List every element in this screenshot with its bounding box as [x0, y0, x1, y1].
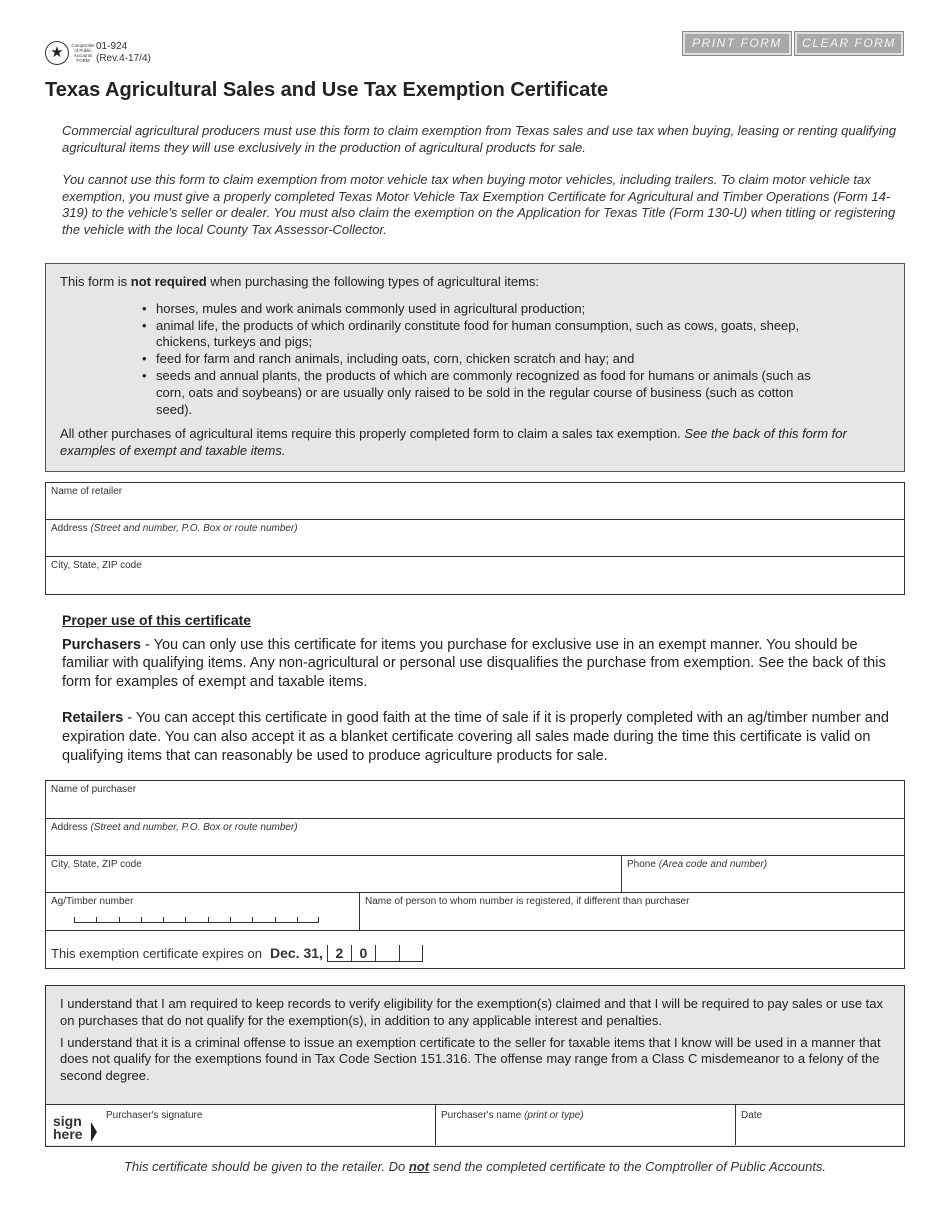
not-required-lead: This form is not required when purchasing the following types of agricultural items: [60, 274, 540, 289]
exempt-items-list [142, 301, 822, 419]
ag-timber-number-field[interactable]: Ag/Timber number [46, 893, 359, 930]
registered-name-field[interactable]: Name of person to whom number is registered, if different than purchaser [359, 893, 904, 930]
sign-here-marker: sign here [53, 1113, 83, 1142]
list-item: • feed for farm and ranch animals, including oats, corn, chicken scratch and hay; and [142, 351, 822, 368]
form-id: 01-924 [96, 41, 128, 52]
purchaser-city-field[interactable]: City, State, ZIP code [51, 859, 142, 870]
page-title: Texas Agricultural Sales and Use Tax Exemption Certificate [45, 79, 609, 101]
retailer-name-field[interactable]: Name of retailer [51, 486, 123, 497]
retailer-address-field[interactable]: Address (Street and number, P.O. Box or route number) [51, 523, 298, 534]
proper-use-section [62, 611, 902, 765]
list-item: • seeds and annual plants, the products of which are commonly recognized as food for humans or animals (such as corn, oats and soybeans) or are usually only raised to be sold in the regular course of business (such as cotton seed). [142, 368, 822, 418]
not-required-box [45, 263, 905, 472]
agency-name: Comptroller of Public Accounts FORM [71, 43, 95, 63]
footer-note: This certificate should be given to the retailer. Do not send the completed certificate to the Comptroller of Public Accounts. [123, 1159, 827, 1174]
expiration-field [46, 931, 904, 968]
signature-field[interactable]: sign here Purchaser's signature [53, 1110, 203, 1142]
declaration-paragraph: I understand that I am required to keep records to verify eligibility for the exemption(s) claimed and that I will be required to pay sales or use tax on purchases that do not qualify for the exemption(s), in addition to any applicable interest and penalties. [60, 996, 884, 1028]
proper-use-title: Proper use of this certificate [62, 612, 252, 628]
expires-date: Dec. 31, [269, 945, 323, 961]
purchasers-paragraph: Purchasers - You can only use this certificate for items you purchase for exclusive use in an exempt manner. You should be familiar with qualifying items. Any non-agricultural or personal use disqualifies the purchase from exemption. See the back of this form for examples of exempt and taxable items. [62, 636, 886, 690]
intro-paragraph: Commercial agricultural producers must use this form to claim exemption from Texas sales and use tax when buying, leasing or renting qualifying agricultural items they will use exclusively in the production of agricultural products for sale. [62, 123, 897, 155]
retailers-paragraph: Retailers - You can accept this certificate in good faith at the time of sale if it is properly completed with an ag/timber number and expiration date. You can also accept it as a blanket certificate covering all sales made during the time this certificate is valid on qualifying items that can reasonably be used to produce agriculture products for sale. [62, 710, 889, 764]
expires-label: This exemption certificate expires on [51, 946, 262, 961]
date-field[interactable]: Date [735, 1105, 904, 1145]
retailer-fields [45, 482, 905, 595]
clear-form-button[interactable]: CLEAR FORM [795, 32, 903, 55]
arrow-right-icon [91, 1122, 97, 1142]
purchaser-name-field[interactable]: Name of purchaser [51, 784, 137, 795]
purchaser-printed-name-field[interactable]: Purchaser's name (print or type) [435, 1105, 735, 1145]
list-item: • horses, mules and work animals commonly used in agricultural production; [142, 301, 822, 318]
print-form-button[interactable]: PRINT FORM [683, 32, 791, 55]
year-input[interactable]: 2 0 [327, 945, 423, 962]
declaration-box [45, 985, 905, 1147]
intro-paragraph: You cannot use this form to claim exemption from motor vehicle tax when buying motor vehicles, including trailers. To claim motor vehicle tax exemption, you must give a properly completed Texas Motor Vehicle Tax Exemption Certificate for Agricultural and Timber Operations (Form 14-319) to the vehicle’s seller or dealer. You must also claim the exemption on the Application for Texas Title (Form 130-U) when titling or registering the vehicle with the local County Tax Assessor-Collector. [62, 172, 896, 237]
purchaser-fields [45, 780, 905, 969]
purchaser-phone-field[interactable]: Phone (Area code and number) [621, 856, 904, 892]
declaration-paragraph: I understand that it is a criminal offense to issue an exemption certificate to the seller for taxable items that I know will be used in a manner that does not qualify for the exemptions found in Tax Code Section 151.316. The offense may range from a Class C misdemeanor to a felony of the second degree. [60, 1034, 881, 1084]
not-required-footer: All other purchases of agricultural items require this properly completed form to claim a sales tax exemption. See the back of this form for examples of exempt and taxable items. [60, 426, 847, 459]
purchaser-address-field[interactable]: Address (Street and number, P.O. Box or route number) [51, 822, 298, 833]
retailer-city-field[interactable]: City, State, ZIP code [51, 560, 142, 571]
form-revision: (Rev.4-17/4) [96, 53, 151, 64]
digit-boxes [74, 917, 319, 923]
comptroller-seal-logo: ★ [45, 41, 69, 65]
list-item: • animal life, the products of which ordinarily constitute food for human consumption, such as cows, goats, sheep, chickens, turkeys and pigs; [142, 318, 822, 352]
form-number [96, 41, 151, 65]
